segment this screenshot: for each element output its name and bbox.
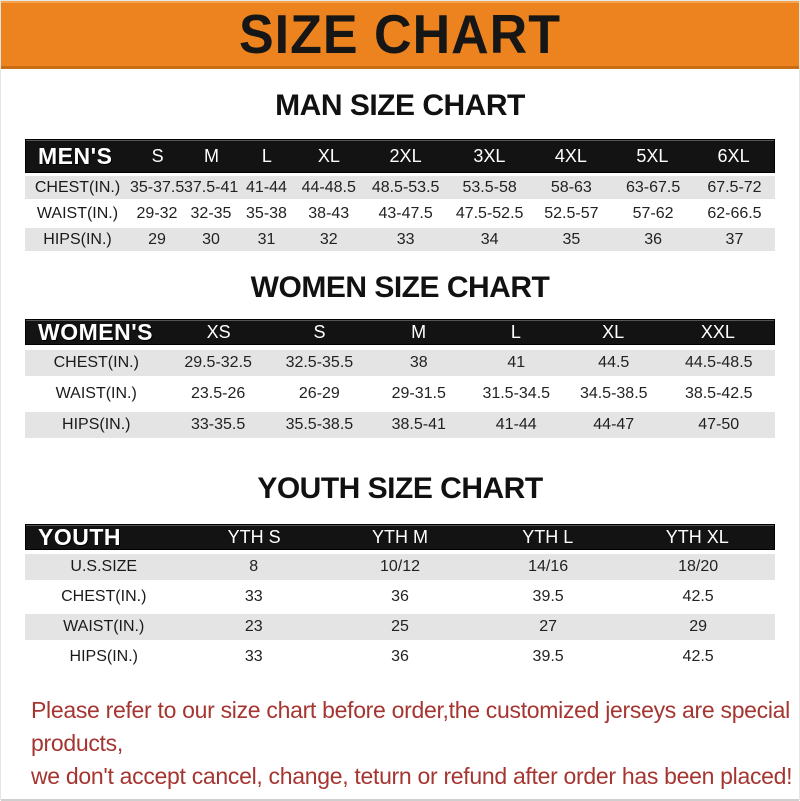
- size-value-cell: 32-35: [190, 204, 232, 222]
- size-value-cell: 44.5: [598, 354, 630, 371]
- size-column-header: YTH S: [227, 526, 281, 547]
- size-value-cell: 26-29: [298, 385, 340, 402]
- size-value-cell: 39.5: [532, 648, 564, 665]
- table-title-cell: MEN'S: [38, 142, 113, 169]
- size-column-header: YTH M: [371, 526, 428, 547]
- man-section-title: MAN SIZE CHART: [275, 89, 525, 122]
- table-row: [25, 202, 775, 225]
- row-label: WAIST(IN.): [55, 385, 137, 402]
- size-value-cell: 52.5-57: [544, 204, 599, 222]
- size-value-cell: 36: [391, 588, 409, 605]
- size-value-cell: 29.5-32.5: [184, 354, 252, 371]
- size-value-cell: 35-38: [246, 204, 287, 222]
- size-value-cell: 25: [391, 618, 409, 635]
- size-value-cell: 31: [257, 230, 276, 248]
- row-label: CHEST(IN.): [53, 354, 139, 371]
- table-header-row: [25, 524, 775, 550]
- row-label: U.S.SIZE: [70, 558, 138, 575]
- size-column-header: S: [313, 321, 326, 342]
- size-value-cell: 32.5-35.5: [285, 354, 354, 371]
- row-label: WAIST(IN.): [36, 204, 119, 222]
- man-size-chart-section: [1, 89, 799, 251]
- disclaimer-line: Please refer to our size chart before order,the customized jerseys are special products,: [31, 697, 790, 756]
- youth-size-chart-section: [1, 472, 799, 670]
- table-title-cell: YOUTH: [38, 523, 121, 550]
- size-column-header: XXL: [700, 321, 735, 342]
- size-value-cell: 29: [148, 230, 166, 248]
- table-row: [25, 584, 775, 610]
- row-label: CHEST(IN.): [34, 178, 121, 196]
- row-label: HIPS(IN.): [43, 230, 112, 248]
- size-value-cell: 57-62: [632, 204, 674, 222]
- size-value-cell: 33: [244, 648, 263, 665]
- size-value-cell: 27: [539, 618, 558, 635]
- size-value-cell: 37.5-41: [184, 178, 239, 196]
- size-value-cell: 38.5-42.5: [684, 385, 753, 402]
- size-value-cell: 41-44: [495, 416, 537, 433]
- table-row: [25, 644, 775, 670]
- size-value-cell: 14/16: [528, 558, 569, 575]
- size-value-cell: 53.5-58: [462, 178, 517, 196]
- size-column-header: 2XL: [389, 145, 422, 166]
- women-size-chart-section: [1, 271, 799, 438]
- size-column-header: M: [203, 145, 219, 166]
- size-value-cell: 41-44: [246, 178, 287, 196]
- size-value-cell: 43-47.5: [378, 204, 433, 222]
- size-column-header: XL: [317, 145, 340, 166]
- women-section-title: WOMEN SIZE CHART: [250, 271, 550, 304]
- size-column-header: XL: [602, 321, 625, 342]
- size-column-header: YTH XL: [665, 526, 729, 547]
- man-size-table: [25, 139, 775, 251]
- size-value-cell: 62-66.5: [707, 204, 762, 222]
- size-value-cell: 42.5: [682, 648, 714, 665]
- size-value-cell: 67.5-72: [707, 178, 762, 196]
- size-column-header: M: [411, 321, 427, 342]
- size-value-cell: 48.5-53.5: [371, 178, 440, 196]
- size-value-cell: 34: [480, 230, 499, 248]
- disclaimer-line: we don't accept cancel, change, teturn or refund after order has been placed!: [31, 763, 793, 789]
- size-value-cell: 23: [244, 618, 263, 635]
- women-size-table: [25, 319, 775, 438]
- size-value-cell: 8: [249, 558, 259, 575]
- size-column-header: 6XL: [717, 145, 750, 166]
- size-value-cell: 18/20: [678, 558, 719, 575]
- size-value-cell: 34.5-38.5: [579, 385, 648, 402]
- size-value-cell: 32: [319, 230, 338, 248]
- table-row: [25, 614, 775, 640]
- table-row: [25, 381, 775, 407]
- size-value-cell: 44.5-48.5: [684, 354, 753, 371]
- size-column-header: L: [510, 321, 521, 342]
- table-row: [25, 554, 775, 580]
- row-label: CHEST(IN.): [61, 588, 147, 605]
- size-column-header: L: [261, 145, 272, 166]
- size-value-cell: 36: [391, 648, 409, 665]
- table-row: [25, 176, 775, 199]
- table-title-cell: WOMEN'S: [38, 318, 154, 345]
- size-value-cell: 47.5-52.5: [455, 204, 524, 222]
- size-chart-banner: [1, 1, 799, 69]
- size-value-cell: 36: [644, 230, 662, 248]
- size-value-cell: 58-63: [550, 178, 592, 196]
- table-row: [25, 350, 775, 376]
- row-label: HIPS(IN.): [62, 416, 131, 433]
- size-column-header: 5XL: [636, 145, 669, 166]
- table-header-row: [25, 319, 775, 345]
- disclaimer-note: [1, 694, 799, 801]
- size-value-cell: 38: [409, 354, 428, 371]
- size-column-header: S: [151, 145, 164, 166]
- size-value-cell: 23.5-26: [190, 385, 246, 402]
- size-value-cell: 33: [396, 230, 415, 248]
- size-value-cell: 33-35.5: [190, 416, 246, 433]
- size-value-cell: 33: [244, 588, 263, 605]
- size-value-cell: 29-32: [136, 204, 178, 222]
- size-value-cell: 38.5-41: [391, 416, 446, 433]
- size-column-header: XS: [206, 321, 231, 342]
- size-value-cell: 47-50: [698, 416, 740, 433]
- size-column-header: YTH L: [522, 526, 574, 547]
- size-value-cell: 30: [202, 230, 220, 248]
- youth-size-table: [25, 524, 775, 670]
- size-value-cell: 39.5: [532, 588, 564, 605]
- size-value-cell: 63-67.5: [625, 178, 681, 196]
- size-value-cell: 44-48.5: [301, 178, 356, 196]
- table-row: [25, 412, 775, 438]
- size-value-cell: 35-37.5: [130, 178, 185, 196]
- size-value-cell: 10/12: [379, 558, 421, 575]
- size-value-cell: 37: [725, 230, 744, 248]
- size-column-header: 4XL: [554, 145, 587, 166]
- size-value-cell: 35: [562, 230, 581, 248]
- size-value-cell: 29-31.5: [391, 385, 446, 402]
- youth-section-title: YOUTH SIZE CHART: [257, 472, 543, 505]
- size-value-cell: 29: [689, 618, 708, 635]
- size-value-cell: 35.5-38.5: [285, 416, 354, 433]
- size-value-cell: 44-47: [593, 416, 635, 433]
- size-value-cell: 42.5: [682, 588, 714, 605]
- page-title: SIZE CHART: [239, 4, 561, 65]
- row-label: HIPS(IN.): [69, 648, 138, 665]
- size-column-header: 3XL: [473, 145, 506, 166]
- size-value-cell: 31.5-34.5: [482, 385, 551, 402]
- size-value-cell: 41: [507, 354, 526, 371]
- size-value-cell: 38-43: [308, 204, 350, 222]
- table-row: [25, 228, 775, 251]
- table-header-row: [25, 139, 775, 173]
- row-label: WAIST(IN.): [63, 618, 145, 635]
